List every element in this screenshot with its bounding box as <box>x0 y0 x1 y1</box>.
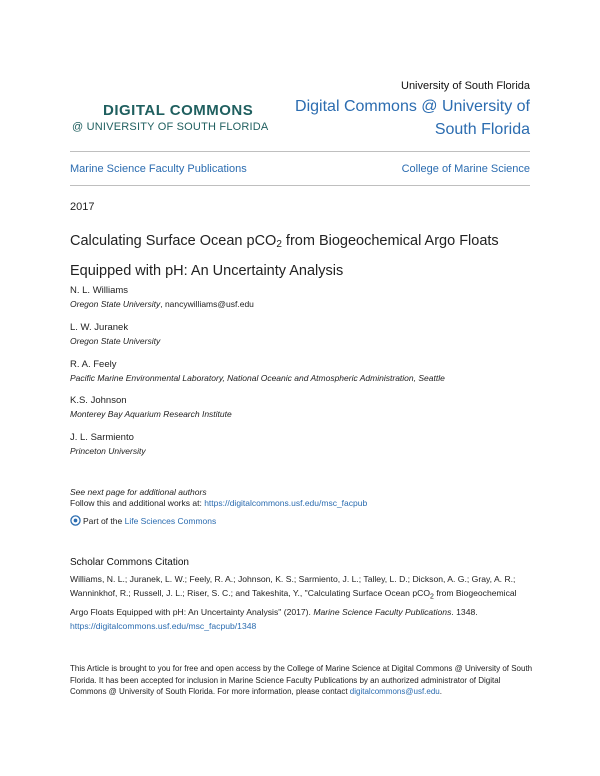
citation-part2: from Biogeochemical Argo Floats Equipped with pH: An Uncertainty Analysis" (2017). <box>70 588 517 617</box>
affiliation-name: Oregon State University <box>70 299 161 309</box>
follow-text: Follow this and additional works at: <box>70 498 205 508</box>
title-subscript: 2 <box>276 239 282 250</box>
logo-subtitle <box>72 121 268 133</box>
network-icon <box>70 515 81 526</box>
life-sciences-link[interactable]: Life Sciences Commons <box>124 516 217 526</box>
digital-commons-logo[interactable]: DIGITAL COMMONS <box>103 102 254 119</box>
author-affiliation <box>70 409 232 419</box>
footer-text: This Article is brought to you for free and open access by the College of Marine Science at Digital Commons @ University of South Florida. It has been accepted for inclusion in Marine Science Faculty Publications by an authorized administrator of Digital Commons @ University of South Florida. For more information, please contact <box>70 664 533 696</box>
footer-notice <box>70 663 535 698</box>
title-part2: from Biogeochemical Argo Floats Equipped with pH: An Uncertainty Analysis <box>70 233 499 279</box>
citation-part1: Williams, N. L.; Juranek, L. W.; Feely, R. A.; Johnson, K. S.; Sarmiento, J. L.; Talley, L. D.; Dickson, A. G.; Gray, A. R.; Wanninkhof, R.; Russell, J. L.; Riser, S. C.; and Takeshita, Y., "Calculating Surface Ocean pCO <box>70 574 516 598</box>
additional-authors-note <box>70 487 207 497</box>
follow-link[interactable]: https://digitalcommons.usf.edu/msc_facpub <box>204 498 368 508</box>
repository-title-line1: Digital Commons @ University of <box>295 98 530 115</box>
part-of-line <box>70 515 216 526</box>
repository-title-line2: South Florida <box>434 121 530 138</box>
see-next-text: See next page for additional authors <box>70 487 207 497</box>
citation-text <box>70 572 535 633</box>
footer-end: . <box>439 687 442 696</box>
series-link[interactable]: Marine Science Faculty Publications <box>70 163 247 175</box>
citation-heading: Scholar Commons Citation <box>70 557 189 568</box>
divider-top <box>70 151 530 152</box>
author-affiliation <box>70 336 160 346</box>
author-affiliation <box>70 299 254 309</box>
university-name: University of South Florida <box>401 80 530 92</box>
affiliation-name: Princeton University <box>70 446 146 456</box>
author-name: R. A. Feely <box>70 359 117 370</box>
author-name: N. L. Williams <box>70 285 129 296</box>
logo-university: UNIVERSITY OF SOUTH FLORIDA <box>86 121 269 133</box>
author-name: J. L. Sarmiento <box>70 432 134 443</box>
article-title <box>70 228 540 284</box>
part-of-text: Part of the <box>83 516 125 526</box>
affiliation-name: Monterey Bay Aquarium Research Institute <box>70 409 232 419</box>
author-affiliation <box>70 446 146 456</box>
follow-line <box>70 498 367 508</box>
contact-email-link[interactable]: digitalcommons@usf.edu <box>349 687 440 696</box>
title-part1: Calculating Surface Ocean pCO <box>70 233 277 249</box>
author-email: , nancywilliams@usf.edu <box>160 299 254 309</box>
author-name: L. W. Juranek <box>70 322 129 333</box>
repository-title-link[interactable] <box>295 95 530 141</box>
author-affiliation <box>70 373 445 383</box>
publication-year: 2017 <box>70 201 95 213</box>
college-link[interactable]: College of Marine Science <box>401 163 530 175</box>
affiliation-name: Pacific Marine Environmental Laboratory, National Oceanic and Atmospheric Administration, Seattle <box>70 373 445 383</box>
citation-part3: . 1348. <box>451 606 478 617</box>
logo-at-sign: @ <box>72 121 84 133</box>
citation-journal: Marine Science Faculty Publications <box>313 606 452 617</box>
citation-link[interactable]: https://digitalcommons.usf.edu/msc_facpub/1348 <box>70 620 257 631</box>
citation-subscript: 2 <box>430 593 434 601</box>
author-name: K.S. Johnson <box>70 395 127 406</box>
affiliation-name: Oregon State University <box>70 336 161 346</box>
divider-bottom <box>70 185 530 186</box>
